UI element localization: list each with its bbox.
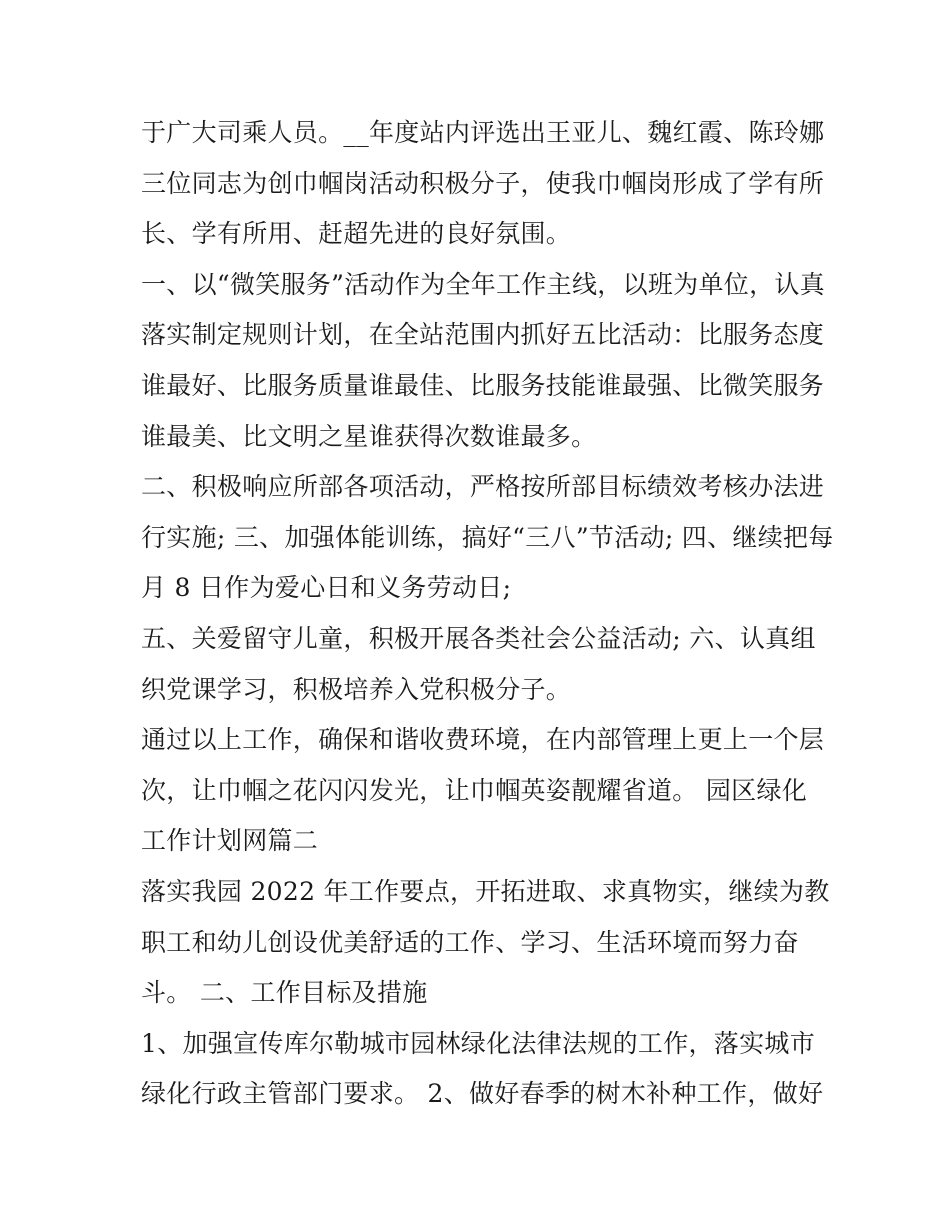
text-line: 1、加强宣传库尔勒城市园林绿化法律法规的工作，落实城市 <box>141 1028 816 1058</box>
text-line: 织党课学习，积极培养入党积极分子。 <box>141 674 572 704</box>
text-line: 绿化行政主管部门要求。 2、做好春季的树木补种工作，做好 <box>141 1079 824 1109</box>
body-text <box>141 108 834 1120</box>
text-line: 二、积极响应所部各项活动，严格按所部目标绩效考核办法进 <box>141 472 825 502</box>
text-line: 三位同志为创巾帼岗活动积极分子，使我巾帼岗形成了学有所 <box>141 168 825 198</box>
text-line: 谁最美、比文明之星谁获得次数谁最多。 <box>141 421 597 451</box>
text-line: 于广大司乘人员。__年度站内评选出王亚儿、魏红霞、陈玲娜 <box>141 118 825 147</box>
text-line: 谁最好、比服务质量谁最佳、比服务技能谁最强、比微笑服务 <box>141 370 825 400</box>
text-line: 落实我园 2022 年工作要点，开拓进取、求真物实，继续为教 <box>141 876 830 906</box>
text-line: 长、学有所用、赶超先进的良好氛围。 <box>141 219 572 249</box>
text-line: 一、以“微笑服务”活动作为全年工作主线，以班为单位，认真 <box>141 269 825 299</box>
text-line: 斗。 二、工作目标及措施 <box>141 978 428 1008</box>
text-line: 五、关爱留守儿童，积极开展各类社会公益活动; 六、认真组 <box>141 623 816 653</box>
text-line: 工作计划网篇二 <box>141 826 319 856</box>
text-line: 落实制定规则计划，在全站范围内抓好五比活动：比服务态度 <box>141 320 825 350</box>
text-line: 通过以上工作，确保和谐收费环境，在内部管理上更上一个层 <box>141 725 825 755</box>
text-line: 职工和幼儿创设优美舒适的工作、学习、生活环境而努力奋 <box>141 927 799 957</box>
text-line: 月 8 日作为爱心日和义务劳动日; <box>141 573 512 603</box>
text-line: 次，让巾帼之花闪闪发光，让巾帼英姿靓耀省道。 园区绿化 <box>141 775 808 805</box>
text-line: 行实施; 三、加强体能训练，搞好“三八”节活动; 四、继续把每 <box>141 522 834 552</box>
